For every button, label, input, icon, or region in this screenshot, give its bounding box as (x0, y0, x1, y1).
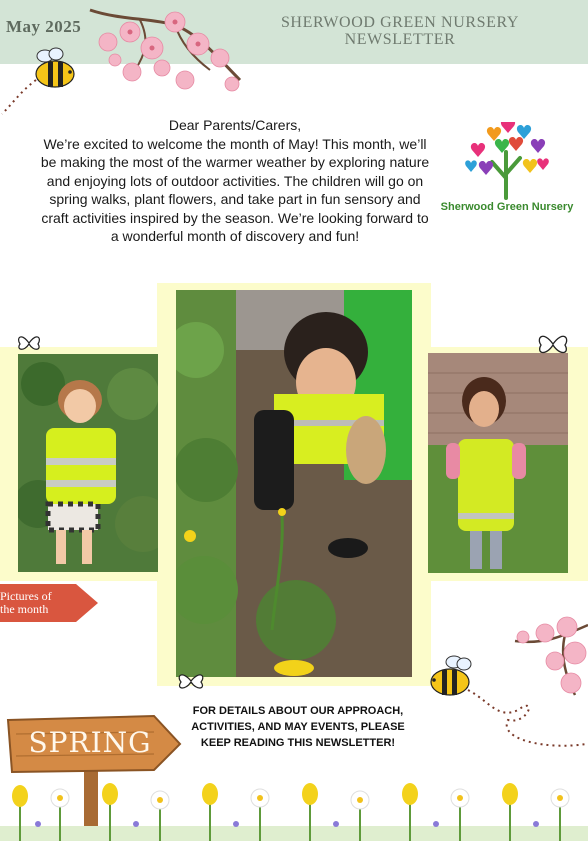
spring-sign-text: SPRING (28, 726, 152, 759)
pictures-tag-label (0, 590, 78, 616)
letter-body: We’re excited to welcome the month of May! This month, we’ll be making the most of the warmer weather by exploring nature and enjoying lots of outdoor activities. The children will go on spring walks, plant flowers, and take part in fun sensory and craft activities inspired by the season. We’re looking forward to a wonderful month of discovery and fun! (40, 135, 430, 244)
welcome-letter (40, 116, 430, 246)
newsletter-title (250, 14, 550, 48)
flower-border (0, 778, 588, 841)
photo-child-left (18, 354, 158, 572)
butterfly-icon (176, 670, 206, 692)
nursery-logo-text: Sherwood Green Nursery (440, 201, 574, 213)
title-line-1: SHERWOOD GREEN NURSERY (280, 14, 520, 31)
butterfly-icon (536, 330, 570, 358)
cherry-blossom-top (80, 0, 250, 110)
butterfly-icon (16, 332, 42, 354)
bee-icon (428, 650, 588, 755)
pictures-tag-line-1: Pictures of (0, 589, 52, 603)
nursery-logo-tree (462, 122, 550, 200)
bee-icon (0, 42, 80, 122)
letter-greeting: Dear Parents/Carers, (168, 117, 302, 133)
title-line-2: NEWSLETTER (344, 31, 456, 48)
read-more-callout: FOR DETAILS ABOUT OUR APPROACH, ACTIVITIES, AND MAY EVENTS, PLEASE KEEP READING THIS NEWSLETTER! (191, 705, 405, 749)
pictures-tag-line-2: the month (0, 602, 49, 616)
photo-child-center (176, 290, 412, 677)
photo-child-right (428, 353, 568, 573)
newsletter-date: May 2025 (6, 17, 82, 36)
